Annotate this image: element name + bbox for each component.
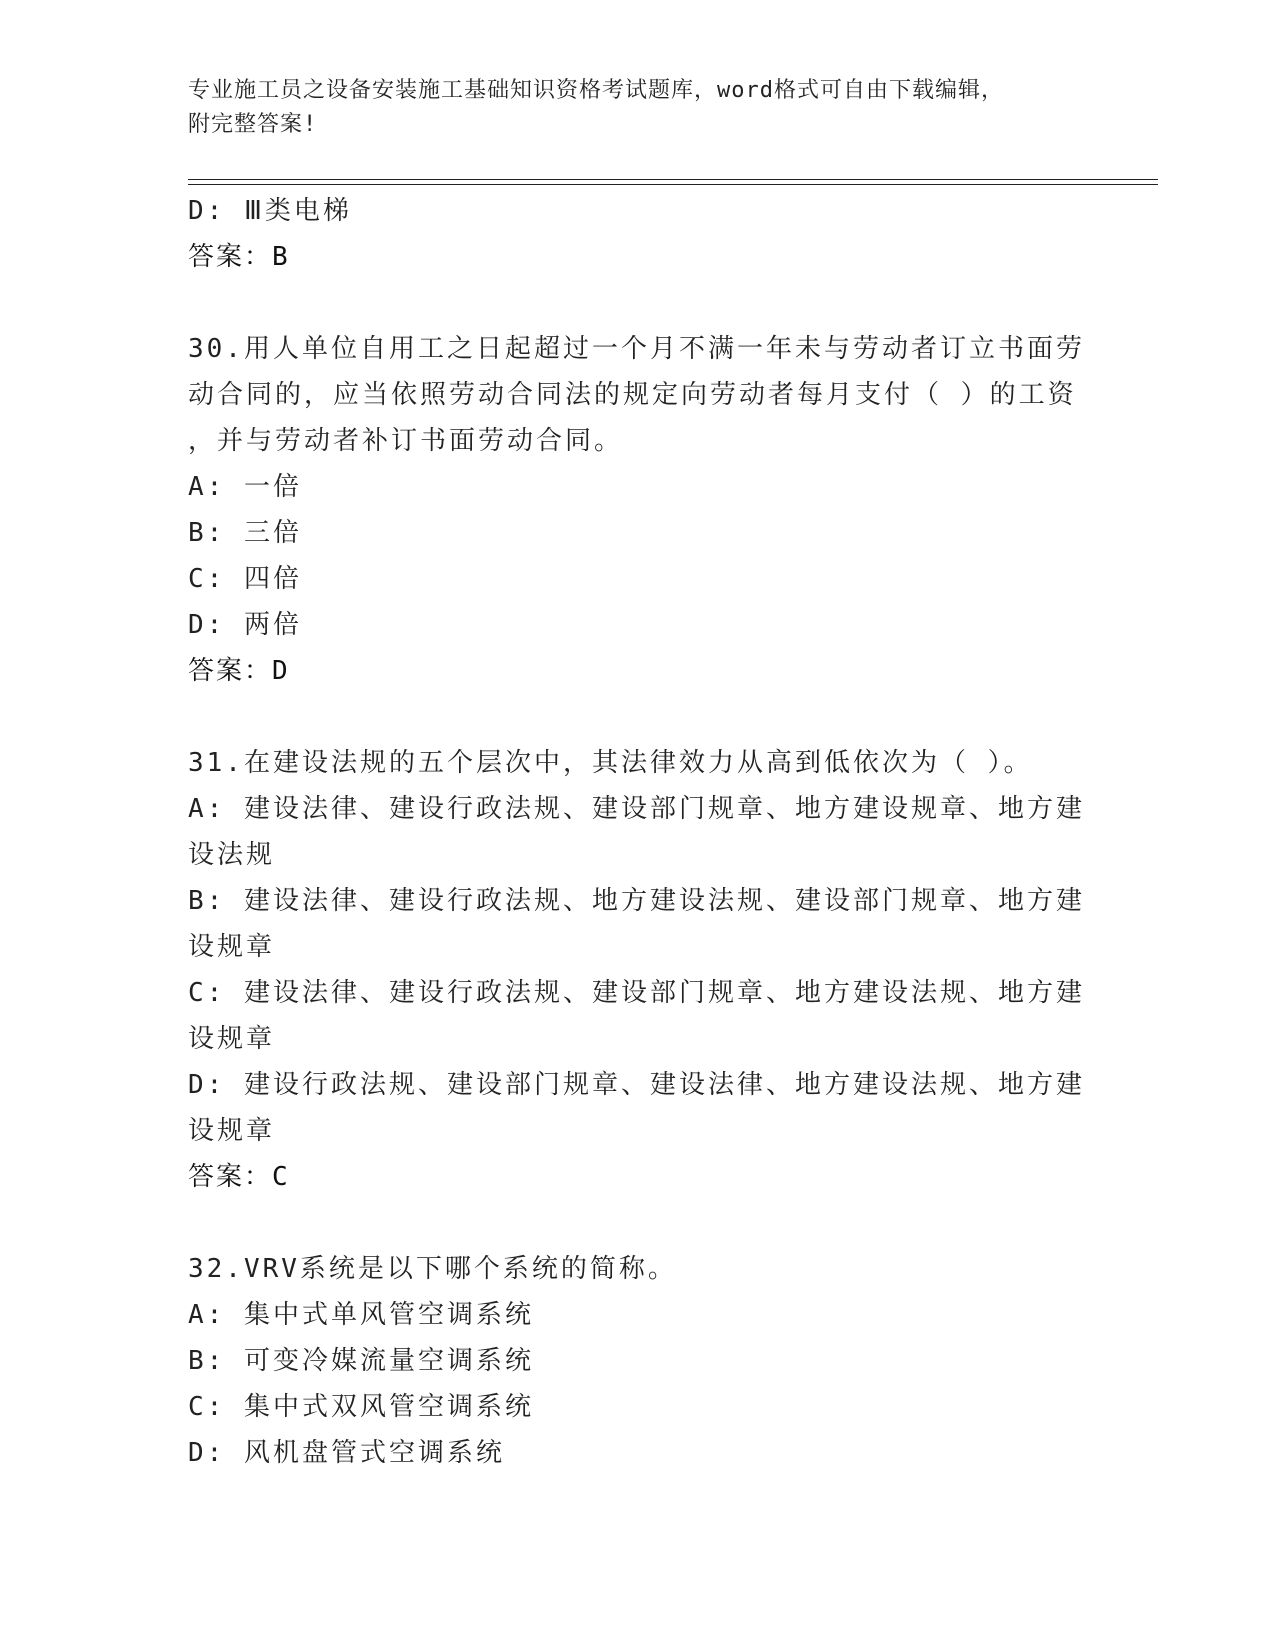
option-b: B: 三倍 xyxy=(188,518,302,548)
document-body xyxy=(188,188,1088,1476)
question-stem-line: ，并与劳动者补订书面劳动合同。 xyxy=(188,426,624,456)
option-c: C: 建设法律、建设行政法规、建设部门规章、地方建设法规、地方建 xyxy=(188,978,1085,1008)
header-line-1: 专业施工员之设备安装施工基础知识资格考试题库，word格式可自由下载编辑， xyxy=(188,78,1004,103)
option-b: B: 建设法律、建设行政法规、地方建设法规、建设部门规章、地方建 xyxy=(188,886,1085,916)
header-divider-bottom xyxy=(188,184,1158,185)
question-stem-line: 31.在建设法规的五个层次中，其法律效力从高到低依次为（ ）。 xyxy=(188,748,1033,778)
question-stem-line: 30.用人单位自用工之日起超过一个月不满一年未与劳动者订立书面劳 xyxy=(188,334,1085,364)
option-d: D: 建设行政法规、建设部门规章、建设法律、地方建设法规、地方建 xyxy=(188,1070,1085,1100)
answer-line xyxy=(188,234,1088,280)
option-a-continuation: 设法规 xyxy=(188,840,276,870)
option-b-continuation: 设规章 xyxy=(188,932,276,962)
answer-label: 答案： xyxy=(188,242,273,272)
answer-value: D xyxy=(272,656,290,686)
answer-label: 答案： xyxy=(188,1162,273,1192)
spacer xyxy=(188,1200,1088,1246)
answer-value: C xyxy=(272,1162,290,1192)
question-stem-line: 动合同的，应当依照劳动合同法的规定向劳动者每月支付（ ）的工资 xyxy=(188,380,1077,410)
question-31 xyxy=(188,740,1088,1200)
answer-value: B xyxy=(272,242,290,272)
spacer xyxy=(188,694,1088,740)
option-a: A: 建设法律、建设行政法规、建设部门规章、地方建设规章、地方建 xyxy=(188,794,1085,824)
answer-label: 答案： xyxy=(188,656,273,686)
header-line-2: 附完整答案! xyxy=(188,112,318,137)
option-c: C: 集中式双风管空调系统 xyxy=(188,1392,534,1422)
option-c: C: 四倍 xyxy=(188,564,302,594)
page-header xyxy=(188,74,1088,142)
question-30 xyxy=(188,326,1088,694)
option-c-continuation: 设规章 xyxy=(188,1024,276,1054)
option-a: A: 集中式单风管空调系统 xyxy=(188,1300,534,1330)
option-b: B: 可变冷媒流量空调系统 xyxy=(188,1346,534,1376)
question-32 xyxy=(188,1246,1088,1476)
question-stem-line: 32.VRV系统是以下哪个系统的简称。 xyxy=(188,1254,677,1284)
answer-line xyxy=(188,1154,1088,1200)
header-divider-top xyxy=(188,179,1158,180)
answer-line xyxy=(188,648,1088,694)
option-d: D: 两倍 xyxy=(188,610,302,640)
option-d: D: Ⅲ类电梯 xyxy=(188,196,352,226)
spacer xyxy=(188,280,1088,326)
option-d-continuation: 设规章 xyxy=(188,1116,276,1146)
option-a: A: 一倍 xyxy=(188,472,302,502)
option-d: D: 风机盘管式空调系统 xyxy=(188,1438,505,1468)
